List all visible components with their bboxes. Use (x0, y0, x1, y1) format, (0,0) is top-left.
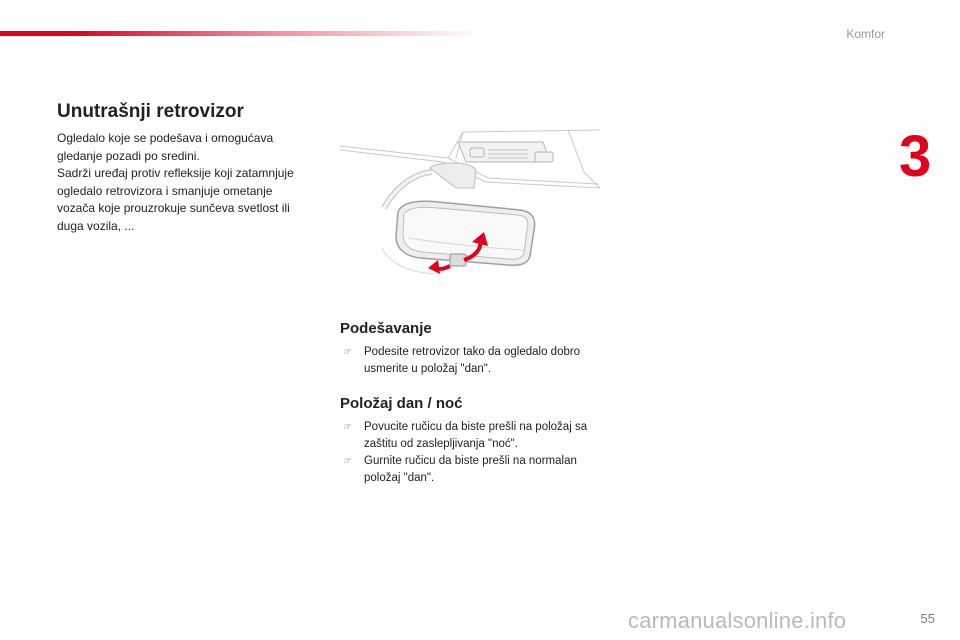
pointing-hand-icon: ☞ (343, 347, 352, 358)
intro-text (57, 130, 307, 235)
rearview-mirror-illustration (338, 128, 602, 288)
intro-paragraph: Ogledalo koje se podešava i omogućava gledanje pozadi po sredini. (57, 131, 274, 163)
adjust-heading: Podešavanje (340, 320, 432, 337)
page-number: 55 (920, 611, 935, 626)
page-title: Unutrašnji retrovizor (57, 101, 244, 122)
chapter-number: 3 (899, 124, 932, 189)
list-item (343, 453, 603, 487)
pointing-hand-icon: ☞ (343, 422, 352, 433)
section-name: Komfor (846, 27, 885, 41)
list-item (343, 344, 603, 378)
list-item-text: Povucite ručicu da biste prešli na položaj sa zaštitu od zaslepljivanja "noć". (364, 421, 588, 450)
list-item-text: Gurnite ručicu da biste prešli na normalan položaj "dan". (364, 455, 577, 484)
pointing-hand-icon: ☞ (343, 456, 352, 467)
daynight-heading: Položaj dan / noć (340, 395, 463, 412)
list-item (343, 419, 603, 453)
adjust-list (343, 344, 603, 378)
top-accent-bar (0, 31, 480, 36)
list-item-text: Podesite retrovizor tako da ogledalo dobro usmerite u položaj "dan". (364, 346, 581, 375)
watermark: carmanualsonline.info (628, 608, 847, 633)
daynight-list (343, 419, 603, 487)
intro-paragraph: Sadrži uređaj protiv refleksije koji zatamnjuje ogledalo retrovizora i smanjuje ometanje vozača koje prouzrokuje sunčeva svetlost ili duga vozila, ... (57, 166, 294, 233)
